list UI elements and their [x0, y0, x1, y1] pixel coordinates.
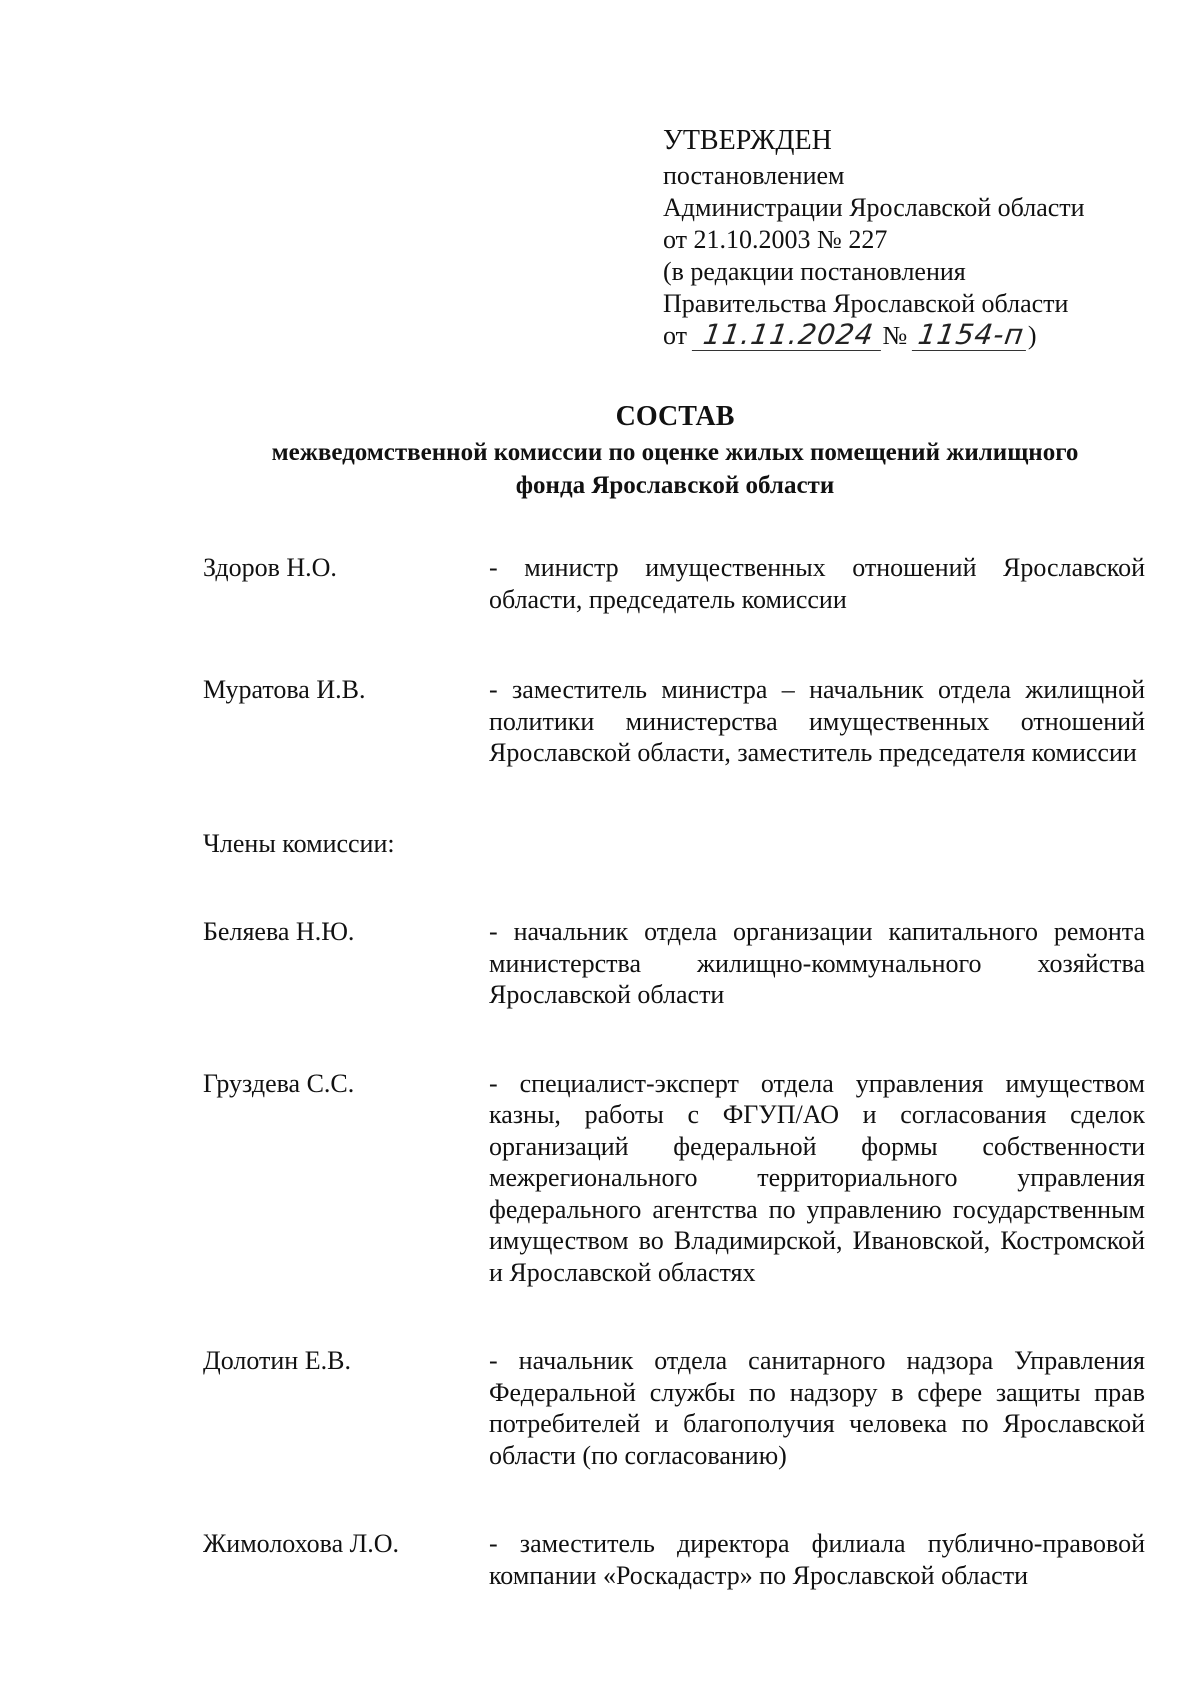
members-heading: Члены комиссии: — [203, 828, 395, 858]
members-list — [203, 552, 1145, 1591]
member-row — [203, 1068, 1145, 1289]
title-subline: фонда Ярославской области — [515, 472, 835, 499]
member-name: Жимолохова Л.О. — [203, 1529, 400, 1558]
closing-paren: ) — [1027, 321, 1037, 350]
handwritten-date: 11.11.2024 — [691, 320, 884, 351]
approval-line: от 21.10.2003 № 227 — [663, 225, 888, 254]
approval-signature-line — [663, 320, 1143, 352]
number-sign: № — [882, 321, 908, 350]
approval-line: постановлением — [663, 161, 845, 190]
approval-line: Правительства Ярославской области — [663, 289, 1069, 318]
approval-heading: УТВЕРЖДЕН — [663, 125, 832, 156]
approval-line: Администрации Ярославской области — [663, 193, 1085, 222]
member-name: Муратова И.В. — [203, 675, 366, 704]
sign-prefix: от — [663, 321, 688, 350]
title-subline: межведомственной комиссии по оценке жилых помещений жилищного — [271, 439, 1079, 466]
approval-stamp — [663, 124, 1143, 352]
member-role: - заместитель директора филиала публично-правовой компании «Роскадастр» по Ярославской области — [489, 1529, 1145, 1590]
member-role: - специалист-эксперт отдела управления имуществом казны, работы с ФГУП/АО и согласования сделок организаций федеральной формы собственности межрегионального территориального управления федерального агентства по управлению государственным имуществом во Владимирской, Ивановской, Костромской и Ярославской областях — [489, 1068, 1145, 1287]
member-name: Беляева Н.Ю. — [203, 917, 355, 946]
member-row — [203, 674, 1145, 769]
member-name: Здоров Н.О. — [203, 553, 337, 582]
handwritten-number: 1154-п — [912, 320, 1030, 351]
member-row — [203, 1528, 1145, 1591]
member-role: - министр имущественных отношений Ярославской области, председатель комиссии — [489, 553, 1145, 614]
document-title — [150, 400, 1200, 502]
member-row — [203, 1345, 1145, 1471]
member-name: Груздева С.С. — [203, 1068, 355, 1098]
member-row — [203, 916, 1145, 1011]
member-row — [203, 552, 1145, 615]
member-role: - начальник отдела санитарного надзора Управления Федеральной службы по надзору в сфере защиты прав потребителей и благополучия человека по Ярославской области (по согласованию) — [489, 1346, 1145, 1470]
approval-line: (в редакции постановления — [663, 257, 966, 286]
member-role: - заместитель министра – начальник отдела жилищной политики министерства имущественных отношений Ярославской области, заместитель председателя комиссии — [489, 675, 1145, 767]
member-name: Долотин Е.В. — [203, 1346, 351, 1375]
title-main: СОСТАВ — [615, 401, 735, 432]
member-role: - начальник отдела организации капитального ремонта министерства жилищно-коммунального хозяйства Ярославской области — [489, 917, 1145, 1009]
